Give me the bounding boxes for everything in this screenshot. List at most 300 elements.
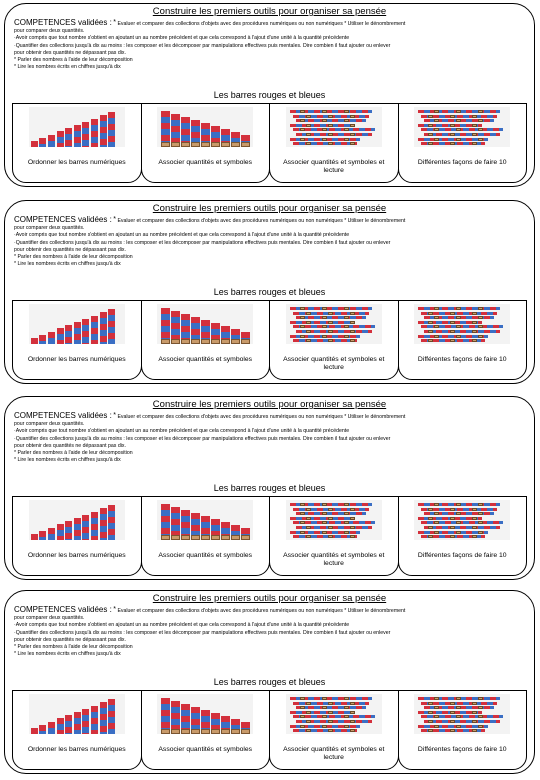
number-tile-image (450, 535, 455, 538)
number-tile-image (328, 330, 333, 333)
number-tile-image (472, 729, 477, 732)
rod-image (424, 330, 500, 333)
competence-text: ·Avoir compris que tout nombre s'obtient en ajoutant un au nombre précédent et que cela correspond à l'ajout d'une unité à la quantité précédente (14, 35, 350, 42)
number-tile-image (450, 526, 455, 529)
number-tile-image (328, 729, 333, 732)
rod-image (57, 328, 64, 344)
rod-image (296, 706, 366, 709)
number-tile-image (322, 512, 327, 515)
rod-image (108, 699, 115, 734)
number-card-image (201, 535, 210, 540)
rod-image (293, 535, 357, 538)
competences-label: COMPETENCES validées : (14, 19, 112, 27)
competences-line-0 (14, 412, 526, 421)
number-tile-image (300, 138, 305, 141)
number-tile-image (344, 697, 349, 700)
number-tile-image (434, 725, 439, 728)
number-tile-image (434, 697, 439, 700)
number-card-image (211, 535, 220, 540)
photo-caption: Associer quantités et symboles et lecture (283, 552, 385, 567)
number-tile-image (428, 124, 433, 127)
rod-image (296, 119, 366, 122)
number-tile-image (456, 316, 461, 319)
rod-image (171, 507, 180, 538)
number-card-image (171, 339, 180, 344)
activity-card (4, 396, 535, 580)
photo-caption: Associer quantités et symboles (158, 356, 253, 363)
number-tile-image (472, 133, 477, 136)
number-tile-image (344, 531, 349, 534)
number-tile-image (456, 335, 461, 338)
number-tile-image (344, 335, 349, 338)
rod-image (39, 531, 46, 540)
rod-image (181, 314, 190, 342)
number-tile-image (322, 110, 327, 113)
number-tile-image (300, 706, 305, 709)
number-card-image (241, 729, 250, 734)
competences-label: COMPETENCES validées : (14, 216, 112, 224)
number-tile-image (428, 339, 433, 342)
rod-image (296, 316, 366, 319)
number-tile-image (472, 142, 477, 145)
photo-caption: Ordonner les barres numériques (27, 356, 126, 363)
photo-panels (12, 103, 527, 183)
number-tile-image (456, 503, 461, 506)
competences-label: COMPETENCES validées : (14, 606, 112, 614)
photo-caption: Associer quantités et symboles et lecture (283, 159, 385, 174)
activity-card (4, 3, 535, 187)
number-card-image (181, 729, 190, 734)
rod-image (296, 512, 366, 515)
competence-text: ·Quantifier des collections jusqu'à dix au moins : les composer et les décomposer par manipulations effectives puis mentales. Dire combien il faut ajouter ou enlever (14, 42, 391, 49)
rod-image (48, 135, 55, 147)
competence-text: * Lire les nombres écrits en chiffres jusqu'à dix (14, 64, 121, 71)
number-tile-image (350, 711, 355, 714)
section-title: Les barres rouges et bleues (213, 287, 326, 297)
number-tile-image (328, 702, 333, 705)
rod-image (82, 122, 89, 147)
number-tile-image (322, 335, 327, 338)
rod-image (31, 141, 38, 147)
photo-panel-ten (398, 496, 528, 576)
rod-image (424, 720, 500, 723)
competences-line-0 (14, 606, 526, 615)
rod-image (181, 704, 190, 732)
rod-image (293, 325, 375, 328)
number-tile-image (300, 307, 305, 310)
number-tile-image (300, 325, 305, 328)
number-tile-image (300, 697, 305, 700)
number-card-image (181, 142, 190, 147)
number-tile-image (322, 119, 327, 122)
rod-image (181, 510, 190, 538)
rod-image (290, 517, 354, 520)
section-title: Les barres rouges et bleues (213, 90, 326, 100)
rod-image (39, 335, 46, 344)
rod-image (39, 138, 46, 147)
number-tile-image (478, 316, 483, 319)
rod-image (48, 332, 55, 344)
number-tile-image (456, 325, 461, 328)
number-card-image (191, 339, 200, 344)
competence-text: pour comparer deux quantités. (14, 225, 85, 232)
photo-panels (12, 496, 527, 576)
competence-text: ·Avoir compris que tout nombre s'obtient en ajoutant un au nombre précédent et que cela correspond à l'ajout d'une unité à la quantité précédente (14, 428, 350, 435)
rod-image (91, 706, 98, 734)
number-card-image (161, 339, 170, 344)
competences-block (14, 216, 526, 268)
number-tile-image (450, 133, 455, 136)
number-tile-image (322, 725, 327, 728)
rod-image (293, 521, 375, 524)
number-tile-image (478, 128, 483, 131)
number-tile-image (344, 110, 349, 113)
rod-image (74, 518, 81, 540)
number-tile-image (306, 339, 311, 342)
number-card-image (161, 142, 170, 147)
number-tile-image (428, 115, 433, 118)
photo-horizontal-rods (286, 500, 382, 540)
number-tile-image (322, 706, 327, 709)
competence-text: * Lire les nombres écrits en chiffres jusqu'à dix (14, 261, 121, 268)
number-tile-image (322, 128, 327, 131)
competence-text: ·Quantifier des collections jusqu'à dix au moins : les composer et les décomposer par manipulations effectives puis mentales. Dire combien il faut ajouter ou enlever (14, 629, 391, 636)
rod-image (108, 309, 115, 344)
number-tile-image (456, 119, 461, 122)
number-tile-image (350, 702, 355, 705)
number-tile-image (450, 321, 455, 324)
number-tile-image (456, 138, 461, 141)
rod-image (290, 124, 354, 127)
number-tile-image (428, 312, 433, 315)
star-icon: * (113, 412, 116, 419)
number-tile-image (344, 316, 349, 319)
rod-image (293, 128, 375, 131)
number-tile-image (328, 142, 333, 145)
number-tile-image (456, 512, 461, 515)
number-tile-image (434, 706, 439, 709)
rod-image (57, 524, 64, 540)
number-tile-image (434, 335, 439, 338)
number-tile-image (450, 312, 455, 315)
competences-label: COMPETENCES validées : (14, 412, 112, 420)
rod-image (82, 319, 89, 344)
number-tile-image (478, 521, 483, 524)
rod-image (108, 505, 115, 540)
number-tile-image (322, 138, 327, 141)
card-title: Construire les premiers outils pour organiser sa pensée (152, 203, 387, 214)
photo-panel-quantities (141, 690, 271, 770)
number-tile-image (344, 138, 349, 141)
number-tile-image (350, 321, 355, 324)
number-tile-image (328, 711, 333, 714)
photo-panel-staircase (12, 103, 142, 183)
photo-rods-with-cards (157, 500, 253, 540)
photo-panels (12, 690, 527, 770)
number-tile-image (478, 119, 483, 122)
number-tile-image (350, 330, 355, 333)
number-tile-image (328, 115, 333, 118)
number-tile-image (478, 706, 483, 709)
number-tile-image (306, 133, 311, 136)
rod-image (290, 321, 354, 324)
number-tile-image (428, 729, 433, 732)
star-icon: * (113, 606, 116, 613)
photo-caption: Associer quantités et symboles et lecture (283, 356, 385, 371)
rod-image (74, 712, 81, 734)
activity-card (4, 200, 535, 384)
number-tile-image (306, 115, 311, 118)
number-card-image (211, 729, 220, 734)
number-tile-image (434, 128, 439, 131)
number-card-image (171, 729, 180, 734)
rod-image (293, 715, 375, 718)
competence-text: pour comparer deux quantités. (14, 421, 85, 428)
rod-image (171, 311, 180, 342)
number-card-image (161, 535, 170, 540)
number-tile-image (344, 503, 349, 506)
photo-ways-to-ten (414, 107, 510, 147)
photo-rods-with-cards (157, 304, 253, 344)
rod-image (100, 115, 107, 147)
photo-panel-reading (269, 496, 399, 576)
number-card-image (201, 729, 210, 734)
number-card-image (181, 339, 190, 344)
number-tile-image (300, 512, 305, 515)
rod-image (293, 729, 357, 732)
photo-caption: Ordonner les barres numériques (27, 552, 126, 559)
photo-caption: Associer quantités et symboles (158, 746, 253, 753)
number-tile-image (328, 321, 333, 324)
number-tile-image (472, 330, 477, 333)
number-tile-image (300, 110, 305, 113)
number-tile-image (350, 133, 355, 136)
photo-staircase-rods (29, 107, 125, 147)
number-card-image (201, 339, 210, 344)
photo-panel-staircase (12, 300, 142, 380)
number-tile-image (434, 138, 439, 141)
number-card-image (181, 535, 190, 540)
number-tile-image (456, 697, 461, 700)
number-tile-image (472, 124, 477, 127)
competence-text: * Parler des nombres à l'aide de leur décomposition (14, 644, 133, 651)
number-tile-image (434, 503, 439, 506)
number-tile-image (322, 531, 327, 534)
number-tile-image (456, 531, 461, 534)
photo-ways-to-ten (414, 694, 510, 734)
number-tile-image (428, 330, 433, 333)
rod-image (65, 521, 72, 540)
card-title: Construire les premiers outils pour organiser sa pensée (152, 399, 387, 410)
rod-image (39, 725, 46, 734)
number-card-image (231, 142, 240, 147)
number-tile-image (344, 307, 349, 310)
number-tile-image (450, 115, 455, 118)
competence-text: pour obtenir des quantités ne dépassant pas dix. (14, 442, 126, 449)
number-tile-image (428, 517, 433, 520)
number-tile-image (428, 321, 433, 324)
rod-image (161, 308, 170, 342)
number-tile-image (434, 531, 439, 534)
competences-line-0 (14, 216, 526, 225)
competences-block (14, 606, 526, 658)
number-tile-image (306, 321, 311, 324)
number-tile-image (322, 316, 327, 319)
competence-text: ·Quantifier des collections jusqu'à dix au moins : les composer et les décomposer par manipulations effectives puis mentales. Dire combien il faut ajouter ou enlever (14, 435, 391, 442)
number-tile-image (322, 307, 327, 310)
competence-text: Evaluer et comparer des collections d'objets avec des procédures numériques ou non numériques * Utiliser le dénombrement (117, 608, 406, 614)
competences-block (14, 412, 526, 464)
rod-image (424, 526, 500, 529)
number-tile-image (478, 325, 483, 328)
rod-image (65, 325, 72, 344)
photo-caption: Associer quantités et symboles (158, 159, 253, 166)
rod-image (82, 709, 89, 734)
number-tile-image (350, 124, 355, 127)
number-tile-image (350, 142, 355, 145)
number-tile-image (344, 128, 349, 131)
photo-horizontal-rods (286, 694, 382, 734)
number-tile-image (300, 119, 305, 122)
number-card-image (161, 729, 170, 734)
rod-image (171, 114, 180, 145)
number-tile-image (472, 115, 477, 118)
number-card-image (241, 142, 250, 147)
number-card-image (241, 339, 250, 344)
number-card-image (241, 535, 250, 540)
rod-image (91, 119, 98, 147)
number-tile-image (328, 124, 333, 127)
rod-image (31, 728, 38, 734)
rod-image (91, 316, 98, 344)
competence-text: * Lire les nombres écrits en chiffres jusqu'à dix (14, 651, 121, 658)
rod-image (181, 117, 190, 145)
photo-caption: Ordonner les barres numériques (27, 159, 126, 166)
number-tile-image (428, 711, 433, 714)
section-title: Les barres rouges et bleues (213, 483, 326, 493)
competence-text: ·Avoir compris que tout nombre s'obtient en ajoutant un au nombre précédent et que cela correspond à l'ajout d'une unité à la quantité précédente (14, 232, 350, 239)
number-tile-image (344, 512, 349, 515)
number-tile-image (478, 715, 483, 718)
competence-text: pour obtenir des quantités ne dépassant pas dix. (14, 636, 126, 643)
number-tile-image (450, 711, 455, 714)
number-tile-image (300, 715, 305, 718)
number-tile-image (434, 119, 439, 122)
number-tile-image (306, 124, 311, 127)
photo-panel-reading (269, 690, 399, 770)
photo-panel-ten (398, 690, 528, 770)
photo-staircase-rods (29, 694, 125, 734)
number-card-image (231, 339, 240, 344)
number-tile-image (306, 142, 311, 145)
number-tile-image (450, 702, 455, 705)
number-tile-image (300, 128, 305, 131)
number-tile-image (344, 715, 349, 718)
photo-panel-ten (398, 300, 528, 380)
competence-text: * Parler des nombres à l'aide de leur décomposition (14, 450, 133, 457)
number-tile-image (300, 531, 305, 534)
photo-panel-staircase (12, 496, 142, 576)
competence-text: pour obtenir des quantités ne dépassant pas dix. (14, 246, 126, 253)
competence-text: pour obtenir des quantités ne dépassant pas dix. (14, 49, 126, 56)
number-tile-image (300, 725, 305, 728)
number-tile-image (450, 729, 455, 732)
rod-image (65, 128, 72, 147)
number-tile-image (472, 312, 477, 315)
number-tile-image (300, 521, 305, 524)
number-tile-image (434, 715, 439, 718)
number-tile-image (478, 138, 483, 141)
number-tile-image (344, 119, 349, 122)
photo-panel-staircase (12, 690, 142, 770)
rod-image (48, 528, 55, 540)
number-tile-image (322, 521, 327, 524)
number-tile-image (328, 720, 333, 723)
photo-rods-with-cards (157, 107, 253, 147)
number-tile-image (306, 535, 311, 538)
photo-panel-quantities (141, 496, 271, 576)
number-tile-image (478, 307, 483, 310)
number-tile-image (328, 133, 333, 136)
photo-panels (12, 300, 527, 380)
number-tile-image (428, 133, 433, 136)
number-tile-image (428, 526, 433, 529)
number-tile-image (322, 715, 327, 718)
number-tile-image (456, 715, 461, 718)
number-tile-image (472, 508, 477, 511)
number-tile-image (300, 503, 305, 506)
number-tile-image (306, 508, 311, 511)
number-tile-image (306, 312, 311, 315)
number-tile-image (350, 720, 355, 723)
number-tile-image (478, 697, 483, 700)
photo-caption: Différentes façons de faire 10 (417, 746, 507, 753)
photo-panel-reading (269, 300, 399, 380)
competence-text: * Parler des nombres à l'aide de leur décomposition (14, 57, 133, 64)
rod-image (424, 133, 500, 136)
competence-text: Evaluer et comparer des collections d'objets avec des procédures numériques ou non numériques * Utiliser le dénombrement (117, 218, 406, 224)
number-card-image (171, 535, 180, 540)
number-tile-image (428, 535, 433, 538)
photo-staircase-rods (29, 500, 125, 540)
competence-text: ·Quantifier des collections jusqu'à dix au moins : les composer et les décomposer par manipulations effectives puis mentales. Dire combien il faut ajouter ou enlever (14, 239, 391, 246)
number-tile-image (456, 521, 461, 524)
photo-caption: Différentes façons de faire 10 (417, 159, 507, 166)
number-tile-image (450, 517, 455, 520)
number-card-image (171, 142, 180, 147)
competence-text: * Lire les nombres écrits en chiffres jusqu'à dix (14, 457, 121, 464)
rod-image (100, 702, 107, 734)
competence-text: * Parler des nombres à l'aide de leur décomposition (14, 254, 133, 261)
number-card-image (231, 535, 240, 540)
number-tile-image (306, 526, 311, 529)
number-tile-image (306, 702, 311, 705)
number-tile-image (328, 526, 333, 529)
competence-text: pour comparer deux quantités. (14, 615, 85, 622)
activity-card (4, 590, 535, 774)
number-tile-image (472, 339, 477, 342)
photo-horizontal-rods (286, 107, 382, 147)
number-tile-image (350, 535, 355, 538)
number-tile-image (456, 725, 461, 728)
number-card-image (221, 142, 230, 147)
number-tile-image (478, 503, 483, 506)
number-tile-image (472, 526, 477, 529)
number-card-image (221, 729, 230, 734)
photo-panel-reading (269, 103, 399, 183)
rod-image (100, 508, 107, 540)
number-tile-image (306, 330, 311, 333)
